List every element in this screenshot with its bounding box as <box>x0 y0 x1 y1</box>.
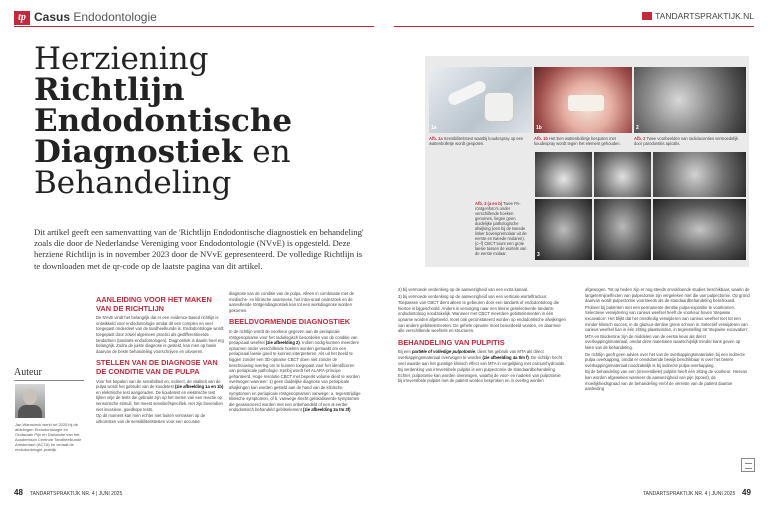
figure-1b-image: 1b <box>534 67 632 133</box>
paragraph: MTA en Biodentine zijn de middelen van de eerste keus als direct overkappingsmateriaal, omdat deze materialen waarschijnlijk minder kans geven op falen van de behandeling. <box>585 333 741 350</box>
site-name: TANDARTSPRAKTIJK.NL <box>642 11 754 21</box>
column-3 <box>398 287 566 385</box>
footer-right: TANDARTSPRAKTIJK NR. 4 | JUNI 2025 <box>643 491 736 497</box>
figure-1b-caption: Afb. 1b Het Een wattenbolletje bespoten met koudespray wordt tegen het element gehouden. <box>534 136 621 146</box>
author-bio: Jan Warnsinck werkt tot 2025 bij de afdelingen Endodontologie en Orofaciale Pijn en Disfunctie van het Academisch Centrum Tandheelkunde Amsterdam (ACTA) en verlaat de endodontologie-praktijk <box>15 422 82 452</box>
paragraph: In de richtlijn wordt de voorkeur gegeven aan de periapicale röntgenopname voor het radiologisch beoordelen van de conditie van periapicaal weefsel (zie afbeelding 2). Indien nodig kunnen meerdere opnamen onder verschillende hoeken worden gemaakt om een periapicaal laesie goed te kunnen interpreteren. Als uit het beeld te kiggen zonder een 3D-opname CBCT doen niet zonder de beschouwing overleg om te kunnen toegepast voor het identificeren van periapicale pathologie. Kenbij wordt het ALARA-principe gehanteerd. Hoge resolutie CBCT met beperkt volume dient te worden overwogen wanneer: 1) geen duidelijke diagnose van periapicale afwijkingen kan worden gesteld aan de hand van de klinische symptomen en periapicale röntgenopnamen vanwege: a. tegenstrijdige klinische symptomen, of b. vanwege slecht gelokaliseerde symptomen die geassocieerd worden met een onbehandeld of een al eerder endodontisch behandeld gebitselement (zie afbeelding 3a tm 3f) <box>229 328 361 413</box>
paragraph: Toepassen van CBCT dient alleen te gebeuren door een tandarts of endodontoloog die hiertoe is bijgeschoold. Anders is vervolging naar een kleine geselecteerde tandarts-endodontoloog noodzakelijk. Wanneer met CBCT meerdere gebitselementen in één opname worden afgebeeld, moet ook geconstateerd worden op endodontische afwijkingen van andere gebitselementen. De gehele opname moet beoordeeld worden, en daarmee alle verschillende weefsels en structuren. <box>398 300 566 334</box>
author-rule <box>14 380 84 381</box>
figure-3d-image: 3 <box>535 199 592 260</box>
paragraph: De richtlijn geeft geen advies over het van de overkappingsmaterialen bij een indirecte pulpa overkapping, omdat er onvoldoende bewijs beschikbaar is over het betere overkappingsmateriaal noodzakelijk is bij indirecte pulpa-overkapping. <box>585 351 745 368</box>
continue-icon <box>741 458 755 472</box>
paragraph: De NVvE vindt het belangrijk dat er een evidence-based richtlijn is ontwikkeld voor endodontologie omdat dit een complex en veel toegepast onderdeel van de tandheelkunde is. Endodontologie wordt toegepast door zowel algemeen practici als gedifferentieerde tandartsen (tandarts-endodontologen). Diagnostiek is daarin heel erg belangrijk. Zodra de juiste diagnose is gesteld, kan men op basis daarvan de beste behandeling voorschrijven en uitvoeren. <box>96 315 224 354</box>
page-number-left: 48 <box>14 488 23 497</box>
heading-pulpitis: BEHANDELING VAN PULPITIS <box>398 337 505 347</box>
paragraph: Bij een partiële of volledige pulpotomie, dient het gebruik van MTA als direct overkappingsmateriaal overwogen te worden (zie afbeelding 4a t/m f). De richtlijn hecht veel waarde aan het gunstige klinisch effect van MTA in vergelijking met calciumhydroxide. <box>398 349 566 366</box>
figure-2-caption: Afb. 2 Twee voorbeelden van radiolucenties vermoedelijk door parodontitis apicalis. <box>634 136 739 146</box>
site-logo-icon <box>642 12 652 20</box>
section-label: Casus Endodontologie <box>34 10 157 24</box>
author-heading: Auteur <box>14 367 42 378</box>
column-2 <box>229 291 361 414</box>
paragraph: 2) bij vermoede verdenking op de aanwezigheid van een extra kanaal. <box>398 287 529 292</box>
figure-3e-image <box>594 199 651 260</box>
footer-left: TANDARTSPRAKTIJK NR. 4 | JUNI 2025 <box>30 491 123 497</box>
column-1 <box>96 291 224 425</box>
paragraph: Bij de behandeling van een (irreversibele) pulpitis heeft één zitting de voorkeur. Hiervan kan worden afgeweken wanneer de aanwezigheid van pijn (spoed), de moeilijkheidsgraad van de behandeling en/of de vereiste van de patiënt daartoe aanleiding <box>585 369 748 392</box>
paragraph: Probeer bij patiënten met een permanente dentitie pulpa-expositie te voorkomen. Selectieve verwijdering van carieus weefsel heeft de voorkeur boven 'stepwise excavation'. Het blijkt dat het onvolledig verwijderen van carieus weefsel met tot een minder klinisch succes, in de glazuur-dentine grens schoon is. Selectief verwijderen van carieus weefsel kan in één zitting plaatsvinden, in tegenstelling tot 'stepwise excavation'. <box>585 304 749 333</box>
figure-1a-caption: Afb. 1a Sensibiliteitstest waarbij koudespray op een wattenbolletje wordt gespoten. <box>429 136 524 146</box>
paragraph: Voor het bepalen van de sensibiliteit en, indirect, de vitaliteit van de pulpa wordt het gebruikt van de koudetest (zie afbeelding 1a en 1b) en elektrische test aangeraden. De koudetest en elektrische test tijken vrije de tests die gebruikt zijn op het meten van een reactie op sensorische stimuli, het meest sensitief/specifiek. Het zijn bovendien niet invasieve, goedkope tests. <box>96 378 224 412</box>
article-title: Herziening Richtlijn Endodontische Diagnostiek en Behandeling <box>34 41 293 201</box>
header-rule-left <box>14 26 374 27</box>
paragraph: 3) bij vermoede verdenking op de aanwezigheid van een verticale wortelfractuur. <box>398 293 548 299</box>
figure-3-caption: Afb. 3 (a en b) Twee PA-röntgenfoto's onder verschillende hoeken genomen, liegen geen duidelijke pathologische afwijking (een bij de tweede linker bovenpremolaar uit de eerste en tweede molaren). (c–f) CBCT toont een grote laesie tussen de wortels van de eerste molaar. <box>475 201 527 256</box>
page-number-right: 49 <box>742 488 751 497</box>
tp-logo: tp <box>14 11 30 25</box>
figure-1a-image: 1a <box>429 67 532 133</box>
lead-paragraph: Dit artikel geeft een samenvatting van de 'Richtlijn Endodontische diagnostiek en behandeling' zoals die door de Nederlandse Vereniging voor Endodontologie (NVvE) is opgesteld. Deze herziene Richtlijn is in november 2023 door de NVvE gepresenteerd. De volledige Richtlijn is te downloaden met de qr-code op de laatste pagina van dit artikel. <box>34 227 364 271</box>
header-rule-right <box>394 26 754 27</box>
figure-3c-image <box>653 152 746 197</box>
heading-aanleiding: AANLEIDING VOOR HET MAKEN VAN DE RICHTLIJN <box>96 295 212 313</box>
paragraph: Op dit moment kan men echter niet buiten verrassen op de uitkomsten van de sensibiliteitstesten voor een accurate <box>96 413 206 424</box>
column-4 <box>585 287 750 393</box>
heading-beeldvormende: BEELDVORMENDE DIAGNOSTIEK <box>229 317 351 327</box>
author-photo <box>15 384 45 418</box>
figure-3f-image <box>653 199 746 260</box>
figure-3b-image <box>594 152 651 197</box>
paragraph: afgewogen. Tot op heden zijn er nog steeds onvoldoende studies beschikbaar, waarin de langetermijneffecten van pulpectomie zijn vergeleken met die van pulpectomie. Op grond daarvan wordt pulpectomie voorsteeds als de standaardbehandeling beschouwd. <box>585 287 750 304</box>
figure-2-image: 2 <box>634 67 746 133</box>
figure-3a-image <box>535 152 592 197</box>
paragraph: Bij verdenking van irreversibele pulpitis is een pulpectomie de standaardbehandeling. Echter, pulpotomie kan worden overwogen, waarbij de voor- en nadelen van pulpotomie bij irreversibele pulpitis met de patiënt worden besproken en in overleg worden <box>398 367 561 384</box>
heading-diagnose-pulpa: STELLEN VAN DE DIAGNOSE VAN DE CONDITIE VAN DE PULPA <box>96 358 218 376</box>
paragraph: diagnose van de conditie van de pulpa. Alleen in combinatie met de medische- en klinische anamnese, het intra-oraal onderzoek en de aanvullende röntgendiagnostiek kan tot een werkdiagnose worden gekomen. <box>229 291 355 313</box>
